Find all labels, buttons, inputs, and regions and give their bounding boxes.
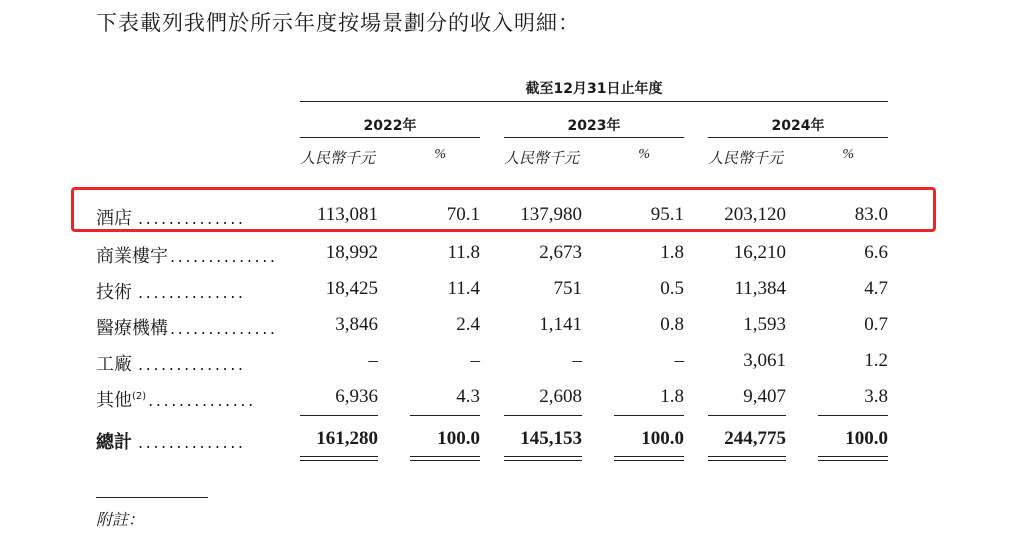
value-2022-pct: 4.3 <box>456 386 480 407</box>
value-2024-pct: 83.0 <box>854 204 888 225</box>
value-2024-amount: 1,593 <box>743 314 786 335</box>
total-double-rule <box>300 456 378 457</box>
value-2022-amount: 6,936 <box>335 386 378 407</box>
row-label: 技術 .............. <box>96 282 246 303</box>
total-double-rule <box>410 460 480 461</box>
total-2023-pct: 100.0 <box>641 428 684 449</box>
value-2024-amount: 11,384 <box>734 278 786 299</box>
total-double-rule <box>504 456 582 457</box>
value-2023-pct: – <box>674 350 684 371</box>
year-2024-rule <box>708 137 888 138</box>
value-2024-pct: 6.6 <box>864 242 888 263</box>
pct-label-2024: % <box>842 147 854 162</box>
value-2022-amount: 18,425 <box>325 278 378 299</box>
value-2023-pct: 1.8 <box>660 386 684 407</box>
value-2023-pct: 95.1 <box>650 204 684 225</box>
total-double-rule <box>504 460 582 461</box>
subtotal-rule <box>410 415 480 416</box>
footnote-rule <box>96 497 208 498</box>
row-label: 商業樓宇 .............. <box>96 246 278 267</box>
subtotal-rule <box>614 415 684 416</box>
total-double-rule <box>300 460 378 461</box>
value-2022-amount: – <box>368 350 378 371</box>
value-2022-pct: 11.8 <box>447 242 480 263</box>
total-row <box>0 428 1011 464</box>
value-2022-pct: 70.1 <box>446 204 480 225</box>
row-label: 總計 .............. <box>96 432 246 453</box>
value-2023-pct: 0.5 <box>660 278 684 299</box>
period-header: 截至12月31日止年度 <box>525 81 663 97</box>
value-2022-pct: 11.4 <box>447 278 480 299</box>
pct-label-2023: % <box>638 147 650 162</box>
total-2024-pct: 100.0 <box>845 428 888 449</box>
value-2024-amount: 16,210 <box>733 242 786 263</box>
highlight-box <box>71 187 936 232</box>
total-double-rule <box>614 456 684 457</box>
intro-text: 下表載列我們於所示年度按場景劃分的收入明細： <box>96 11 580 35</box>
value-2023-pct: 0.8 <box>660 314 684 335</box>
year-2022-rule <box>300 137 480 138</box>
table-row <box>0 350 1011 386</box>
value-2023-amount: 137,980 <box>520 204 582 225</box>
value-2024-amount: 9,407 <box>743 386 786 407</box>
total-2022-amount: 161,280 <box>316 428 378 449</box>
value-2023-amount: 1,141 <box>539 314 582 335</box>
year-2023-header: 2023年 <box>567 118 621 134</box>
subtotal-rule <box>300 415 378 416</box>
total-2022-pct: 100.0 <box>437 428 480 449</box>
footnote-ref: (2) <box>132 391 147 402</box>
value-2022-pct: 2.4 <box>456 314 480 335</box>
total-double-rule <box>818 456 888 457</box>
total-2023-amount: 145,153 <box>520 428 582 449</box>
value-2024-pct: 1.2 <box>864 350 888 371</box>
total-2024-amount: 244,775 <box>724 428 786 449</box>
year-2022-header: 2022年 <box>363 118 417 134</box>
value-2024-amount: 3,061 <box>743 350 786 371</box>
value-2023-amount: 751 <box>553 278 582 299</box>
value-2024-pct: 4.7 <box>864 278 888 299</box>
subtotal-rule <box>708 415 786 416</box>
unit-label-2024: 人民幣千元 <box>708 149 784 167</box>
table-row <box>0 314 1011 350</box>
row-label: 醫療機構 .............. <box>96 318 278 339</box>
value-2023-amount: 2,608 <box>539 386 582 407</box>
value-2023-amount: 2,673 <box>539 242 582 263</box>
row-label: 工廠 .............. <box>96 354 246 375</box>
value-2022-pct: – <box>470 350 480 371</box>
unit-label-2023: 人民幣千元 <box>504 149 580 167</box>
header-rule <box>300 101 888 102</box>
total-double-rule <box>708 460 786 461</box>
total-double-rule <box>708 456 786 457</box>
table-row <box>0 386 1011 422</box>
subtotal-rule <box>504 415 582 416</box>
value-2023-pct: 1.8 <box>660 242 684 263</box>
row-label: 其他$^{(2)}$ .............. <box>96 390 256 411</box>
pct-label-2022: % <box>434 147 446 162</box>
value-2022-amount: 18,992 <box>325 242 378 263</box>
value-2023-amount: – <box>572 350 582 371</box>
table-row <box>0 242 1011 278</box>
year-2023-rule <box>504 137 684 138</box>
value-2024-amount: 203,120 <box>724 204 786 225</box>
total-double-rule <box>818 460 888 461</box>
value-2024-pct: 0.7 <box>864 314 888 335</box>
year-2024-header: 2024年 <box>771 118 825 134</box>
footnote-label: 附註： <box>96 510 145 529</box>
row-label: 酒店 .............. <box>96 208 246 229</box>
table-row <box>0 278 1011 314</box>
subtotal-rule <box>818 415 888 416</box>
total-double-rule <box>410 456 480 457</box>
value-2022-amount: 3,846 <box>335 314 378 335</box>
total-double-rule <box>614 460 684 461</box>
unit-label-2022: 人民幣千元 <box>300 149 376 167</box>
value-2022-amount: 113,081 <box>316 204 378 225</box>
value-2024-pct: 3.8 <box>864 386 888 407</box>
